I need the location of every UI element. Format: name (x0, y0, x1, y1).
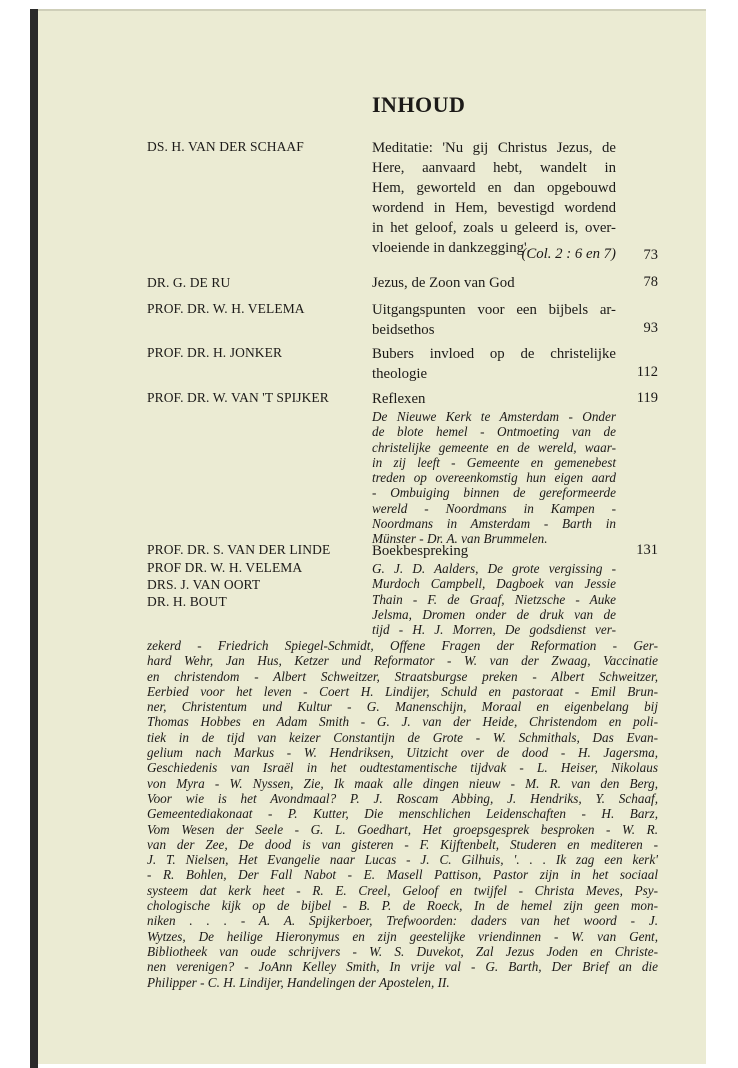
page-title: INHOUD (372, 92, 466, 117)
page-number: 119 (636, 390, 658, 406)
entry-title-line: Meditatie: 'Nu gij Christus Jezus, de (372, 140, 616, 156)
entry-author: PROF. DR. S. VAN DER LINDE (147, 542, 331, 557)
review-line: systeem dat kerk heet - R. E. Creel, Geloof en twijfel - Christa Meves, Psy- (147, 882, 658, 898)
entry-title (372, 300, 616, 340)
subtopic-line: De Nieuwe Kerk te Amsterdam - Onder (372, 409, 616, 424)
entry-author: DRS. J. VAN OORT (147, 577, 261, 592)
review-line: Thain - F. de Graaf, Nietzsche - Auke (372, 591, 616, 607)
review-line: J. T. Nielsen, Het Evangelie naar Lucas - J. C. Gilhuis, '. . . Ik zag een kerk' (147, 852, 658, 868)
subtopic-line: christelijke gemeente en de wereld, waar- (372, 439, 616, 455)
entry-title-line: theologie (372, 366, 428, 382)
entry-author: DS. H. VAN DER SCHAAF (147, 139, 304, 154)
review-line: chologische kijk op de bijbel - B. P. de Roeck, In de hemel zijn geen mon- (147, 898, 658, 914)
entry-title-line: in het geloof, zoals u geleerd is, over- (372, 220, 616, 236)
review-line: von Myra - W. Nyssen, Zie, Ik maak alle dingen nieuw - M. R. van den Berg, (147, 775, 658, 791)
review-line: Vom Wesen der Seele - G. L. Goedhart, Het groepsgesprek besproken - W. R. (147, 821, 658, 837)
subtopic-line: treden op overeenkomstig hun eigen aard (372, 470, 616, 486)
book-spine-shadow (30, 9, 38, 1068)
entry-title (372, 541, 616, 561)
review-line: Philipper - C. H. Lindijer, Handelingen der Apostelen, II. (147, 974, 450, 990)
review-line: Gemeentediakonaat - P. Kutter, Die menschlichen Leidenschaften - H. Barz, (147, 806, 658, 822)
page-number: 112 (636, 364, 658, 380)
entry-title (372, 138, 616, 258)
review-line: tiek in de tijd van keizer Constantijn de Grote - W. Schmithals, Das Evan- (147, 729, 658, 745)
entry-author: PROF DR. W. H. VELEMA (147, 560, 303, 575)
entry-title-line: Jezus, de Zoon van God (372, 275, 515, 291)
review-line: Bibliotheek van oude schrijvers - W. S. Duvekot, Zal Jezus Joden en Christe- (147, 943, 658, 959)
entry-author: DR. G. DE RU (147, 275, 231, 290)
subtopic-line: in zij leeft - Gemeente en gemenebest (372, 454, 616, 470)
review-line: Wytzes, De heilige Hieronymus en zijn geestelijke vriendinnen - W. van Gent, (147, 928, 658, 944)
review-line: Murdoch Campbell, Dagboek van Jessie (372, 576, 616, 592)
review-line: gelium nach Markus - W. Hendriksen, Uitzicht over de dood - H. Jagersma, (147, 745, 658, 761)
entry-title-line: Bubers invloed op de christelijke (372, 346, 616, 362)
entry-subtopics (372, 409, 616, 547)
review-line: Voor wie is het Avondmaal? P. J. Roscam Abbing, J. Hendriks, Y. Schaaf, (147, 790, 658, 806)
subtopic-line: Noordmans in Amsterdam - Barth in (372, 516, 616, 532)
entry-author: PROF. DR. W. H. VELEMA (147, 301, 305, 316)
entry-author: DR. H. BOUT (147, 594, 227, 609)
review-line: Geschiedenis van Israël in het oudtestamentische tijdvak - L. Heiser, Nikolaus (147, 760, 658, 776)
review-line: ner, Christentum und Kultur - G. Manenschijn, Moraal en eigenbelang bij (147, 699, 658, 715)
entry-title-line: vloeiende in dankzegging'. (372, 240, 531, 256)
entry-title-line: Uitgangspunten voor een bijbels ar- (372, 302, 616, 318)
entry-title (372, 389, 616, 409)
review-line: tijd - H. J. Morren, De godsdienst ver- (372, 622, 616, 638)
review-list-column (372, 561, 616, 637)
entry-title (372, 273, 616, 293)
subtopic-line: wereld - Noordmans in Kampen - (372, 500, 616, 516)
review-line: hard Wehr, Jan Hus, Ketzer und Reformator - W. van der Zwaag, Vaccinatie (147, 653, 658, 669)
page-number: 93 (643, 320, 658, 336)
review-line: G. J. D. Aalders, De grote vergissing - (372, 561, 616, 576)
review-line: niken . . . - A. A. Spijkerboer, Trefwoorden: daders van het woord - J. (147, 913, 658, 929)
page-number: 131 (636, 542, 658, 558)
entry-title-line: Hem, geworteld en dan opgebouwd (372, 180, 616, 196)
review-list-wide (148, 638, 658, 990)
entry-title-line: wordend in Hem, bevestigd wordend (372, 200, 616, 216)
review-line: Thomas Hobbes en Adam Smith - G. J. van der Heide, Christendom en poli- (147, 714, 658, 730)
entry-author: PROF. DR. H. JONKER (147, 345, 283, 360)
entry-title (372, 344, 616, 384)
page-number: 78 (643, 274, 658, 290)
subtopic-line: - Ombuiging binnen de gereformeerde (372, 485, 616, 501)
subtopic-line: de blote hemel - Ontmoeting van de (372, 424, 616, 440)
review-line: - R. Bohlen, Der Fall Nabot - E. Masell Pattison, Pastor zijn in het sociaal (147, 867, 658, 883)
review-line: Jelsma, Dromen onder de druk van de (372, 606, 616, 622)
subtopic-line: Münster - Dr. A. van Brummelen. (372, 531, 548, 547)
entry-title-line: Here, aanvaard hebt, wandelt in (372, 160, 616, 176)
scripture-reference: (Col. 2 : 6 en 7) (521, 246, 616, 262)
review-line: en christendom - Albert Schweitzer, Straatsburgse preken - Albert Schweitzer, (147, 668, 658, 684)
entry-title-line: beidsethos (372, 322, 435, 338)
review-line: van der Zee, De dood is van gisteren - F. Kijftenbelt, Studeren en mediteren - (147, 836, 658, 852)
entry-author: PROF. DR. W. VAN 'T SPIJKER (147, 390, 329, 405)
review-line: nen verenigen? - JoAnn Kelley Smith, In vrije val - G. Barth, Der Brief an die (147, 959, 658, 975)
review-line: Eerbied voor het leven - Coert H. Lindijer, Schuld en pastoraat - Emil Brun- (147, 683, 658, 699)
review-line: zekerd - Friedrich Spiegel-Schmidt, Offene Fragen der Reformation - Ger- (147, 638, 658, 653)
entry-title-line: Boekbespreking (372, 543, 469, 559)
entry-title-line: Reflexen (372, 391, 426, 407)
page-number: 73 (643, 247, 658, 263)
